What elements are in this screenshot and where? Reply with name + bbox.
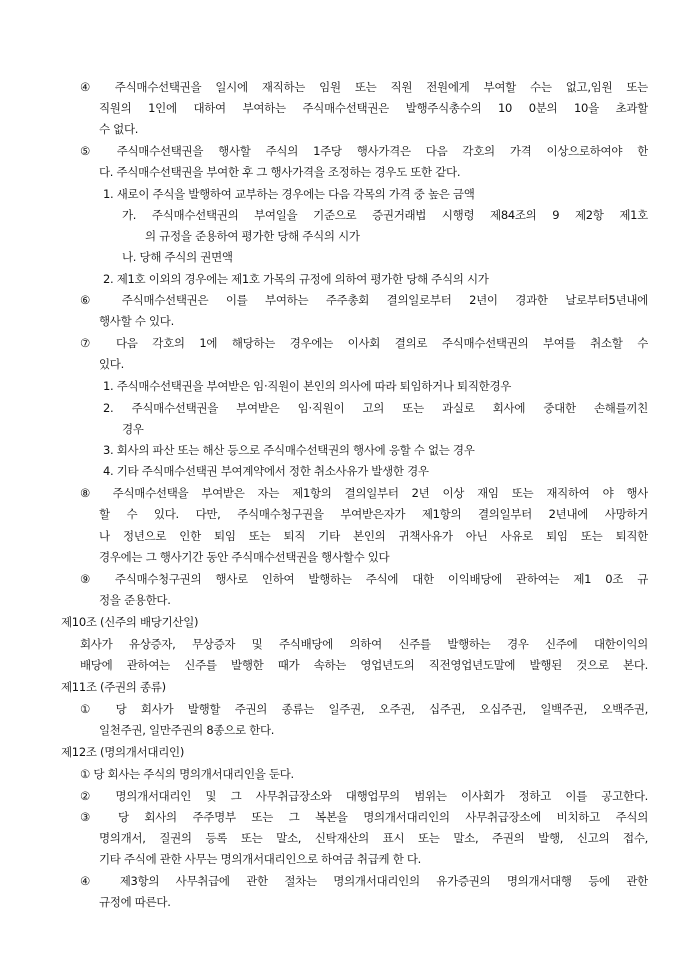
text-line: ⑥ 주식매수선택권은 이를 부여하는 주주총회 결의일로부터 2년이 경과한 날로부터5년내에 [80,293,648,307]
text-line: 2. 제1호 이외의 경우에는 제1호 가목의 규정에 의하여 평가한 당해 주식의 시가 [103,272,489,286]
text-line: 배당에 관하여는 신주를 발행한 때가 속하는 영업년도의 직전영업년도말에 발행된 것으로 본다. [80,658,648,672]
text-line: 규정에 따른다. [99,895,171,909]
text-line: 나 정년으로 인한 퇴임 또는 퇴직 기타 본인의 귀책사유가 아닌 사유로 퇴임 또는 퇴직한 [99,529,648,543]
text-line: 다. 주식매수선택권을 부여한 후 그 행사가격을 조정하는 경우도 또한 같다. [99,165,461,179]
text-line: 회사가 유상증자, 무상증자 및 주식배당에 의하여 신주를 발행하는 경우 신주에 대한이익의 [80,637,648,651]
text-line: ⑦ 다음 각호의 1에 해당하는 경우에는 이사회 결의로 주식매수선택권의 부여를 취소할 수 [80,336,648,350]
text-line: 나. 당해 주식의 권면액 [122,250,233,264]
text-line: 2. 주식매수선택권을 부여받은 임·직원이 고의 또는 과실로 회사에 중대한 손해를끼친 [103,401,648,415]
text-line: 3. 회사의 파산 또는 해산 등으로 주식매수선택권의 행사에 응할 수 없는 경우 [103,443,475,457]
text-line: 정을 준용한다. [99,593,171,607]
text-line: 일천주권, 일만주권의 8종으로 한다. [99,723,275,737]
text-line: ⑨ 주식매수청구권의 행사로 인하여 발행하는 주식에 대한 이익배당에 관하여는 제1 0조 규 [80,572,648,586]
text-line: 있다. [99,357,124,371]
text-line: 의 규정을 준용하여 평가한 당해 주식의 시가 [145,229,360,243]
text-line: ⑧ 주식매수선택을 부여받은 자는 제1항의 결의일부터 2년 이상 재임 또는 재직하여 야 행사 [80,486,648,500]
text-line: ② 명의개서대리인 및 그 사무취급장소와 대행업무의 범위는 이사회가 정하고 이를 공고한다. [80,789,648,803]
text-line: 명의개서, 질권의 등록 또는 말소, 신탁재산의 표시 또는 말소, 주권의 발행, 신고의 접수, [99,831,648,845]
text-line: ① 당 회사가 발행할 주권의 종류는 일주권, 오주권, 십주권, 오십주권, 일백주권, 오백주권, [80,702,648,716]
text-line: 1. 주식매수선택권을 부여받은 임·직원이 본인의 의사에 따라 퇴임하거나 퇴직한경우 [103,379,512,393]
text-line: 4. 기타 주식매수선택권 부여계약에서 정한 취소사유가 발생한 경우 [103,464,429,478]
text-line: 1. 새로이 주식을 발행하여 교부하는 경우에는 다음 각목의 가격 중 높은 금액 [103,187,475,201]
text-line: 가. 주식매수선택권의 부여일을 기준으로 증권거래법 시행령 제84조의 9 제2항 제1호 [122,208,648,222]
text-line: ④ 주식매수선택권을 일시에 재직하는 임원 또는 직원 전원에게 부여할 수는 없고,임원 또는 [80,80,648,94]
text-line: ⑤ 주식매수선택권을 행사할 주식의 1주당 행사가격은 다음 각호의 가격 이상으로하여야 한 [80,144,648,158]
text-line: 직원의 1인에 대하여 부여하는 주식매수선택권은 발행주식총수의 10 0분의 10을 초과할 [99,101,648,115]
text-line: ④ 제3항의 사무취급에 관한 절차는 명의개서대리인의 유가증권의 명의개서대행 등에 관한 [80,874,648,888]
text-line: 기타 주식에 관한 사무는 명의개서대리인으로 하여금 취급케 한 다. [99,852,422,866]
text-line: ③ 당 회사의 주주명부 또는 그 복본을 명의개서대리인의 사무취급장소에 비치하고 주식의 [80,810,648,824]
text-line: 제11조 (주권의 종류) [61,680,166,694]
text-line: 수 없다. [99,122,139,136]
text-line: 경우에는 그 행사기간 동안 주식매수선택권을 행사할수 있다 [99,550,390,564]
text-line: 행사할 수 있다. [99,314,174,328]
text-line: 할 수 있다. 다만, 주식매수청구권을 부여받은자가 제1항의 결의일부터 2년내에 사망하거 [99,507,648,521]
text-line: 제10조 (신주의 배당기산일) [61,615,199,629]
text-line: 제12조 (명의개서대리인) [61,745,185,759]
text-line: 경우 [122,422,144,436]
text-line: ① 당 회사는 주식의 명의개서대리인을 둔다. [80,767,294,781]
